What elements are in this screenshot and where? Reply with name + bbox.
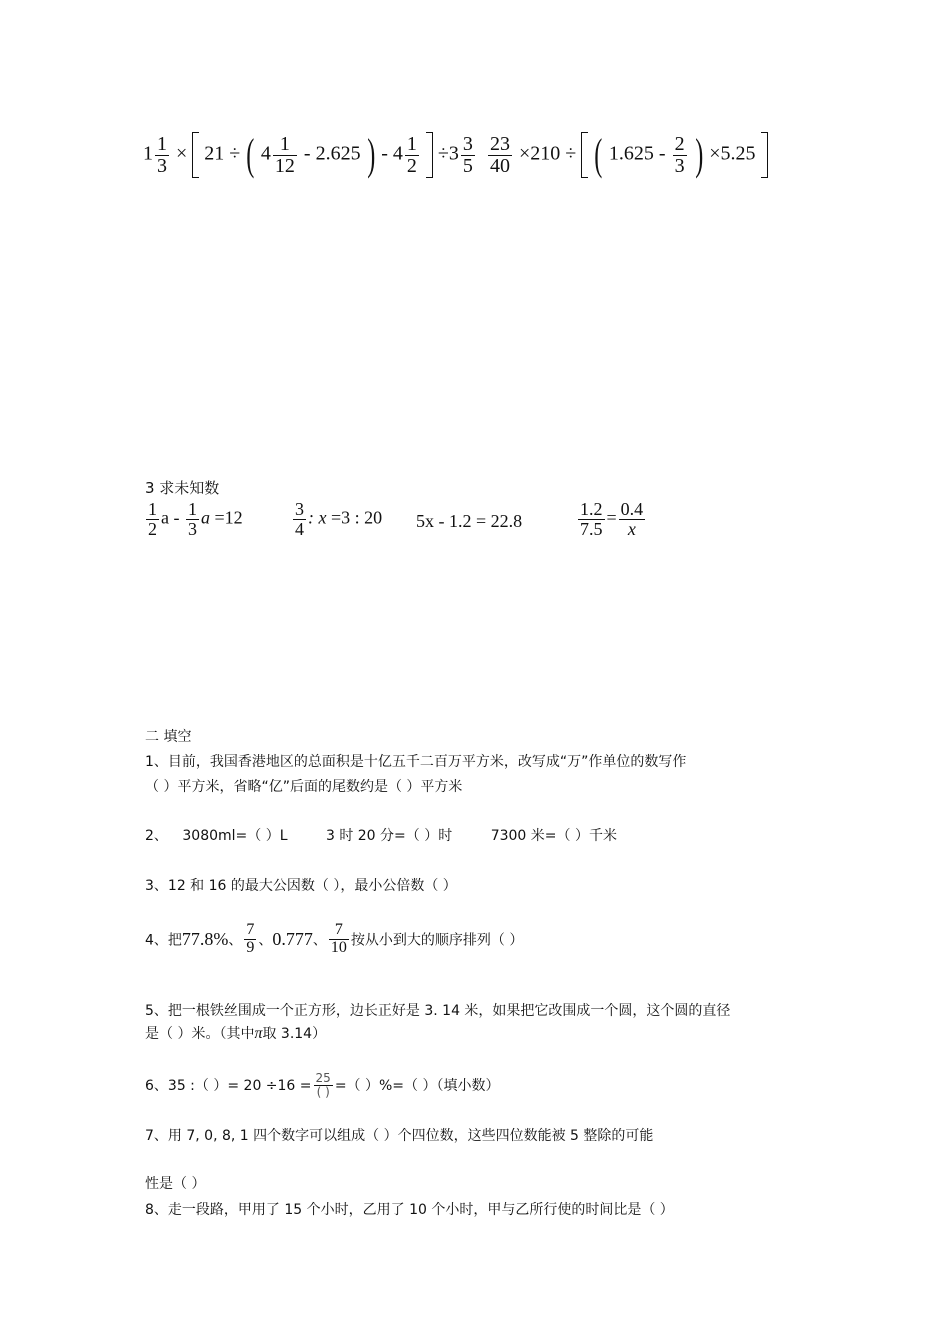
frac-num: 1.2 [580,499,603,519]
frac-den: 3 [157,154,167,177]
frac-den: 12 [274,154,295,177]
question-2 [145,825,617,845]
equation-3: 5x - 1.2 = 22.8 [416,511,523,531]
question-4 [145,922,523,957]
frac-den: 2 [148,518,157,539]
expr1-whole: 1 [143,142,153,165]
expr1-frac-d [461,134,475,177]
frac-den: ( ) [316,1084,330,1099]
left-paren: ( [594,130,603,179]
eq4-frac-a [578,500,605,539]
frac-den: 3 [187,518,197,539]
divide-sign: ÷ [229,142,241,165]
q2-part-b: 3 时 20 分=（ ）时 [325,828,453,844]
equation-2 [291,500,382,539]
q6-part-a: 35 :（ ）= 20 ÷16 = [167,1078,312,1095]
calc-expression-1 [143,132,477,178]
left-bracket [581,132,588,178]
frac-den: 10 [330,938,347,956]
frac-den: 9 [246,938,255,956]
expr2-frac-a [488,134,512,177]
equation-4 [576,500,647,539]
question-1-line-2: （ ）平方米，省略“亿”后面的尾数约是（ ）平方米 [145,779,463,795]
times-sign: × [176,142,188,165]
frac-den: 7.5 [580,518,603,539]
right-bracket [761,132,768,178]
expr2-term: 1.625 - [608,142,666,165]
q4-value-2: 0.777 [272,928,313,949]
frac-num: 1 [157,132,167,155]
eq4-frac-b [619,500,646,539]
frac-den: 3 [674,154,685,177]
expr1-term: - 4 [381,142,403,165]
eq1-frac-a [146,500,159,539]
q4-sep: 、 [228,932,243,949]
eq4-equals: = [606,507,617,528]
right-paren: ) [694,130,703,179]
frac-num: 23 [490,132,510,155]
frac-num: 3 [462,132,473,155]
frac-num: 7 [246,921,255,938]
q2-label: 2、 [145,828,168,844]
q4-frac-2 [329,922,349,957]
question-7-line-2: 性是（ ） [145,1176,206,1192]
expr1-term: ÷3 [437,142,459,165]
eq2-rhs: =3 : 20 [330,507,383,528]
section-title-solve: 3 求未知数 [145,479,220,497]
q6-part-b: =（ ）%=（ ）（填小数） [334,1078,500,1095]
calc-expression-2 [486,132,768,178]
q4-prefix: 4、把 [145,932,182,949]
eq1-var: a [200,507,210,528]
expr1-frac-c [405,134,419,177]
eq1-rhs: =12 [214,507,243,528]
frac-den: 4 [295,518,304,539]
q4-sep: 、 [258,932,273,949]
frac-num: 1 [406,132,417,155]
frac-num: 1 [148,499,157,519]
question-6 [145,1072,499,1098]
q4-sep: 、 [312,932,327,949]
q4-value-1: 77.8% [181,928,229,949]
question-3: 3、12 和 16 的最大公因数（ ），最小公倍数（ ） [145,878,457,894]
question-1-line-1: 1、目前，我国香港地区的总面积是十亿五千二百万平方米，改写成“万”作单位的数写作 [145,754,687,770]
question-8: 8、走一段路，甲用了 15 个小时，乙用了 10 个小时，甲与乙所行使的时间比是（ ） [145,1202,674,1218]
frac-num: 25 [315,1071,331,1085]
frac-den: x [627,518,636,539]
equation-1 [144,500,243,539]
expr1-whole: 4 [260,142,271,165]
expr1-frac-a [155,134,169,177]
frac-num: 2 [674,132,685,155]
frac-num: 0.4 [620,499,644,519]
frac-num: 7 [329,922,349,940]
q2-part-a: 3080ml=（ ）L [182,828,288,844]
q2-part-c: 7300 米=（ ）千米 [490,828,617,844]
q4-frac-1 [244,922,256,957]
right-bracket [426,132,433,178]
frac-den: 5 [462,154,473,177]
eq1-term: a - [161,507,180,528]
expr1-term: 21 [204,142,225,165]
expr1-frac-b [273,134,297,177]
frac-den: 2 [406,154,417,177]
question-5-line-1: 5、把一根铁丝围成一个正方形，边长正好是 3. 14 米，如果把它改围成一个圆，这个圆的直径 [145,1003,731,1019]
expr2-term: ×210 ÷ [519,142,577,165]
eq2-term: : x [308,507,327,528]
expr2-term: ×5.25 [709,142,756,165]
q4-suffix: 按从小到大的顺序排列（ ） [350,932,524,949]
frac-den: 40 [490,154,510,177]
left-bracket [192,132,199,178]
q5-text: 取 3.14） [262,1026,327,1042]
q6-frac [314,1072,333,1098]
q6-label: 6、 [145,1078,168,1095]
question-7-line-1: 7、用 7, 0, 8, 1 四个数字可以组成（ ）个四位数，这些四位数能被 5 整除的可能 [145,1128,654,1144]
section-title-fill: 二 填空 [145,729,192,745]
left-paren: ( [246,130,255,179]
question-5-line-2 [145,1023,326,1043]
frac-num: 1 [187,499,197,519]
frac-num: 1 [273,134,297,156]
eq2-frac [293,500,306,539]
frac-num: 3 [295,499,304,519]
expr2-frac-b [673,134,687,177]
q5-text: 是（ ）米。（其中 [145,1026,255,1042]
pi-symbol: π [254,1025,263,1042]
expr1-term: - 2.625 [303,142,361,165]
eq1-frac-b [186,500,199,539]
right-paren: ) [366,130,375,179]
